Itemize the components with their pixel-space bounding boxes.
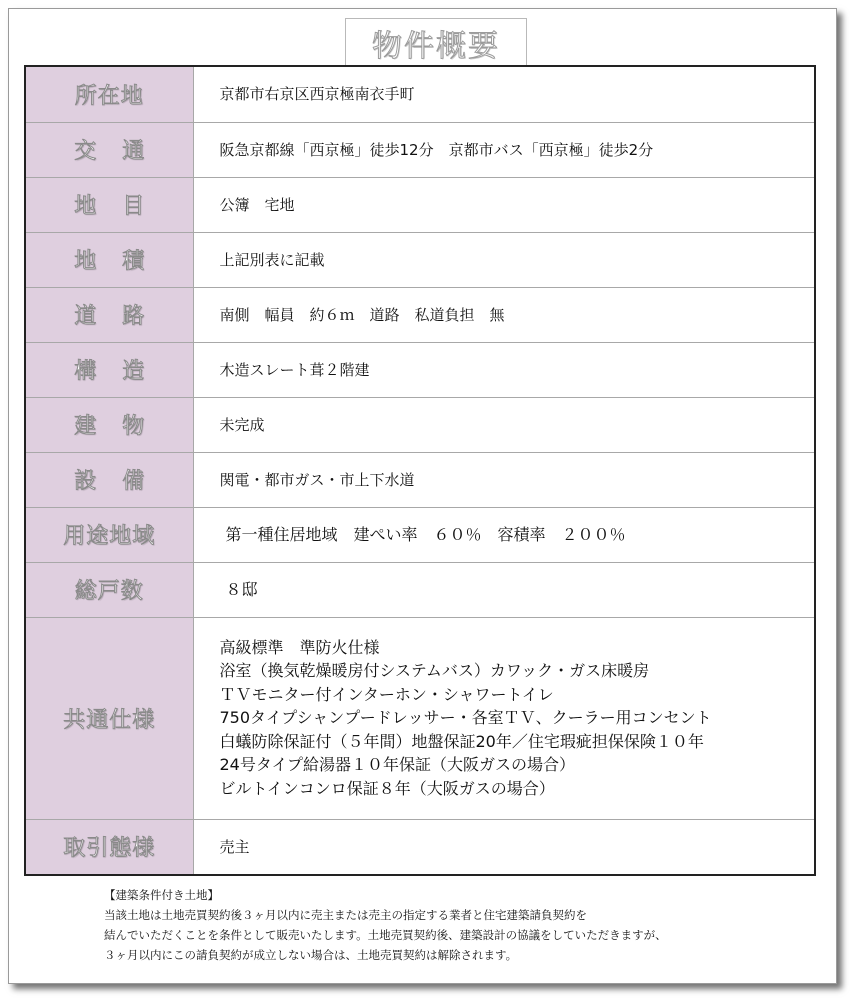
notes-line: 結んでいただくことを条件として販売いたします。土地売買契約後、建築設計の協議をしていただきますが、: [104, 928, 667, 942]
value-cell: 阪急京都線「西京極」徒歩12分 京都市バス「西京極」徒歩2分: [193, 122, 815, 177]
row-label: 交通: [74, 139, 171, 164]
row-label: 共通仕様: [63, 707, 156, 733]
value-cell: 売主: [193, 819, 815, 875]
value-cell: 第一種住居地域 建ぺい率 ６０％ 容積率 ２００％: [193, 507, 815, 562]
list-item: 白蟻防除保証付（５年間）地盤保証20年／住宅瑕疵担保保険１０年: [219, 731, 704, 751]
table-row-structure: [25, 342, 815, 397]
value-cell: 京都市右京区西京極南衣手町: [193, 66, 815, 122]
label-cell: [25, 232, 193, 287]
row-label: 道路: [74, 304, 171, 329]
label-cell: [25, 177, 193, 232]
row-label: 用途地域: [63, 524, 156, 549]
table-row-road: [25, 287, 815, 342]
value-cell: ８邸: [193, 562, 815, 617]
label-cell: [25, 819, 193, 875]
property-spec-table: [24, 65, 816, 876]
row-label: 構造: [74, 359, 171, 384]
page-title: 物件概要: [372, 29, 500, 64]
label-cell: [25, 617, 193, 819]
table-row-transaction: [25, 819, 815, 875]
value-cell: 上記別表に記載: [193, 232, 815, 287]
table-row-total-units: [25, 562, 815, 617]
value-cell: 関電・都市ガス・市上下水道: [193, 452, 815, 507]
list-item: 24号タイプ給湯器１０年保証（大阪ガスの場合）: [219, 755, 576, 775]
label-cell: [25, 122, 193, 177]
list-item: 高級標準 準防火仕様: [219, 637, 380, 657]
row-label: 地目: [74, 194, 171, 219]
list-item: ＴＶモニター付インターホン・シャワートイレ: [219, 684, 554, 704]
table-row-common-spec: [25, 617, 815, 819]
table-row-access: [25, 122, 815, 177]
label-cell: [25, 66, 193, 122]
value-cell: 木造スレート葺２階建: [193, 342, 815, 397]
building-condition-notes: [104, 885, 667, 965]
label-cell: [25, 507, 193, 562]
label-cell: [25, 287, 193, 342]
label-cell: [25, 397, 193, 452]
label-cell: [25, 452, 193, 507]
table-row-building: [25, 397, 815, 452]
common-spec-list: [193, 617, 815, 819]
table-row-land-area: [25, 232, 815, 287]
row-label: 所在地: [74, 83, 144, 109]
label-cell: [25, 342, 193, 397]
row-label: 設備: [74, 469, 171, 494]
value-cell: 公簿 宅地: [193, 177, 815, 232]
row-label: 地積: [74, 249, 171, 274]
table-row-zoning: [25, 507, 815, 562]
table-row-land-category: [25, 177, 815, 232]
row-label: 取引態様: [63, 836, 156, 862]
notes-line: 当該土地は土地売買契約後３ヶ月以内に売主または売主の指定する業者と住宅建築請負契約を: [104, 908, 587, 922]
value-cell: 未完成: [193, 397, 815, 452]
label-cell: [25, 562, 193, 617]
row-label: 建物: [74, 414, 171, 439]
list-item: 浴室（換気乾燥暖房付システムバス）カワック・ガス床暖房: [219, 661, 650, 681]
table-row-location: [25, 66, 815, 122]
table-row-facilities: [25, 452, 815, 507]
notes-heading: 【建築条件付き土地】: [104, 888, 219, 902]
value-cell: 南側 幅員 約６ｍ 道路 私道負担 無: [193, 287, 815, 342]
list-item: 750タイプシャンプードレッサー・各室ＴＶ、クーラー用コンセント: [219, 708, 712, 728]
list-item: ビルトインコンロ保証８年（大阪ガスの場合）: [219, 778, 555, 798]
title-box: [345, 18, 527, 68]
notes-line: ３ヶ月以内にこの請負契約が成立しない場合は、土地売買契約は解除されます。: [104, 948, 518, 962]
row-label: 総戸数: [74, 579, 144, 604]
